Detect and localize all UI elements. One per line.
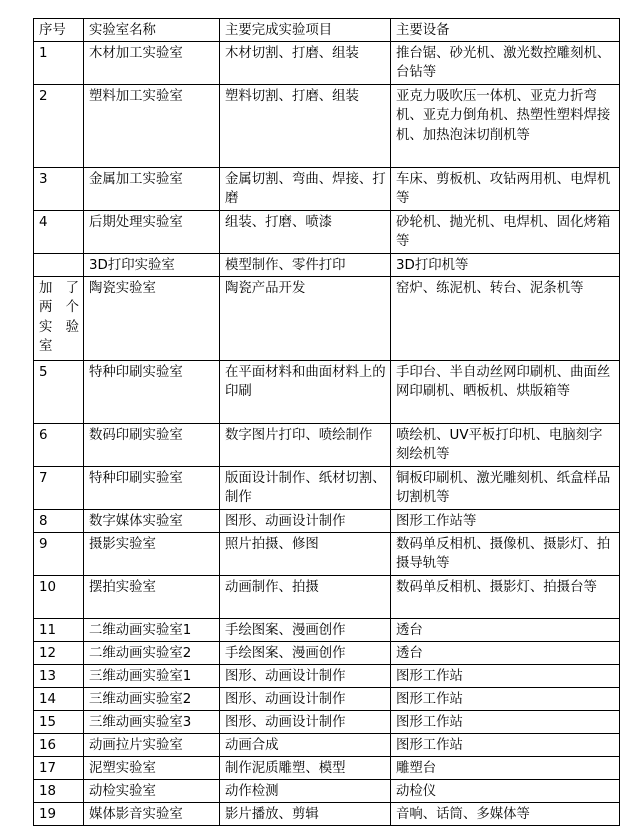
- lab-projects: 动画合成: [220, 733, 391, 756]
- lab-name: 后期处理实验室: [84, 210, 220, 253]
- row-number: 13: [34, 664, 84, 687]
- row-number: 15: [34, 710, 84, 733]
- table-row: [34, 710, 620, 733]
- lab-equipment: 铜板印刷机、激光雕刻机、纸盒样品切割机等: [391, 466, 620, 509]
- table-row: [34, 687, 620, 710]
- lab-projects: 手绘图案、漫画创作: [220, 618, 391, 641]
- row-number: 12: [34, 641, 84, 664]
- row-number: [34, 253, 84, 276]
- lab-projects: 组装、打磨、喷漆: [220, 210, 391, 253]
- table-row: [34, 532, 620, 575]
- table-row: [34, 41, 620, 84]
- lab-projects: 照片拍摄、修图: [220, 532, 391, 575]
- lab-name: 二维动画实验室2: [84, 641, 220, 664]
- lab-projects: 木材切割、打磨、组装: [220, 41, 391, 84]
- header-projects: 主要完成实验项目: [220, 19, 391, 42]
- row-number: 3: [34, 167, 84, 210]
- lab-equipment: 透台: [391, 618, 620, 641]
- lab-name: 媒体影音实验室: [84, 802, 220, 825]
- lab-equipment: 亚克力吸吹压一体机、亚克力折弯机、亚克力倒角机、热塑性塑料焊接机、加热泡沫切削机等: [391, 84, 620, 167]
- lab-projects: 图形、动画设计制作: [220, 664, 391, 687]
- lab-projects: 金属切割、弯曲、焊接、打磨: [220, 167, 391, 210]
- row-number: 8: [34, 509, 84, 532]
- header-number: 序号: [34, 19, 84, 42]
- table-row: [34, 509, 620, 532]
- lab-name: 三维动画实验室3: [84, 710, 220, 733]
- lab-name: 摄影实验室: [84, 532, 220, 575]
- lab-projects: 动画制作、拍摄: [220, 575, 391, 618]
- lab-equipment: 动检仪: [391, 779, 620, 802]
- lab-name: 三维动画实验室2: [84, 687, 220, 710]
- row-number: 14: [34, 687, 84, 710]
- table-body: [34, 41, 620, 825]
- table-row: [34, 360, 620, 423]
- lab-equipment: 数码单反相机、摄像机、摄影灯、拍摄导轨等: [391, 532, 620, 575]
- lab-name: 3D打印实验室: [84, 253, 220, 276]
- lab-equipment: 砂轮机、抛光机、电焊机、固化烤箱等: [391, 210, 620, 253]
- laboratory-table: [33, 18, 620, 826]
- lab-name: 特种印刷实验室: [84, 466, 220, 509]
- lab-equipment: 图形工作站: [391, 664, 620, 687]
- lab-projects: 陶瓷产品开发: [220, 276, 391, 360]
- table-row: [34, 575, 620, 618]
- table-row: [34, 210, 620, 253]
- lab-projects: 塑料切割、打磨、组装: [220, 84, 391, 167]
- lab-equipment: 图形工作站: [391, 710, 620, 733]
- table-row: [34, 641, 620, 664]
- lab-projects: 版面设计制作、纸材切割、制作: [220, 466, 391, 509]
- table-row: [34, 167, 620, 210]
- lab-name: 三维动画实验室1: [84, 664, 220, 687]
- row-number: 7: [34, 466, 84, 509]
- row-number: 16: [34, 733, 84, 756]
- lab-name: 摆拍实验室: [84, 575, 220, 618]
- row-number: 6: [34, 423, 84, 466]
- row-number: 4: [34, 210, 84, 253]
- lab-projects: 影片播放、剪辑: [220, 802, 391, 825]
- table-row: [34, 253, 620, 276]
- row-number: 10: [34, 575, 84, 618]
- table-row: [34, 802, 620, 825]
- lab-name: 数字媒体实验室: [84, 509, 220, 532]
- table-row: [34, 84, 620, 167]
- lab-equipment: 手印台、半自动丝网印刷机、曲面丝网印刷机、晒板机、烘版箱等: [391, 360, 620, 423]
- lab-name: 金属加工实验室: [84, 167, 220, 210]
- row-number: 9: [34, 532, 84, 575]
- lab-equipment: 图形工作站: [391, 687, 620, 710]
- document-page: [33, 18, 620, 826]
- row-number: 1: [34, 41, 84, 84]
- lab-equipment: 喷绘机、UV平板打印机、电脑刻字刻绘机等: [391, 423, 620, 466]
- lab-projects: 制作泥质雕塑、模型: [220, 756, 391, 779]
- lab-name: 数码印刷实验室: [84, 423, 220, 466]
- table-row: [34, 733, 620, 756]
- lab-projects: 在平面材料和曲面材料上的印刷: [220, 360, 391, 423]
- lab-name: 动检实验室: [84, 779, 220, 802]
- lab-projects: 手绘图案、漫画创作: [220, 641, 391, 664]
- row-number: 5: [34, 360, 84, 423]
- table-row: [34, 779, 620, 802]
- table-row: [34, 664, 620, 687]
- lab-equipment: 雕塑台: [391, 756, 620, 779]
- table-header-row: [34, 19, 620, 42]
- lab-equipment: 车床、剪板机、攻钻两用机、电焊机等: [391, 167, 620, 210]
- header-equipment: 主要设备: [391, 19, 620, 42]
- row-number: 加了两个实验室: [34, 276, 84, 360]
- lab-equipment: 推台锯、砂光机、激光数控雕刻机、台钻等: [391, 41, 620, 84]
- lab-name: 二维动画实验室1: [84, 618, 220, 641]
- lab-equipment: 图形工作站: [391, 733, 620, 756]
- lab-projects: 动作检测: [220, 779, 391, 802]
- lab-projects: 数字图片打印、喷绘制作: [220, 423, 391, 466]
- header-lab-name: 实验室名称: [84, 19, 220, 42]
- lab-name: 动画拉片实验室: [84, 733, 220, 756]
- row-number: 2: [34, 84, 84, 167]
- lab-name: 木材加工实验室: [84, 41, 220, 84]
- row-number: 19: [34, 802, 84, 825]
- table-row: [34, 276, 620, 360]
- table-row: [34, 423, 620, 466]
- lab-equipment: 数码单反相机、摄影灯、拍摄台等: [391, 575, 620, 618]
- lab-name: 陶瓷实验室: [84, 276, 220, 360]
- lab-projects: 模型制作、零件打印: [220, 253, 391, 276]
- lab-name: 泥塑实验室: [84, 756, 220, 779]
- table-row: [34, 618, 620, 641]
- lab-equipment: 音响、话筒、多媒体等: [391, 802, 620, 825]
- row-number: 11: [34, 618, 84, 641]
- lab-equipment: 图形工作站等: [391, 509, 620, 532]
- row-number: 18: [34, 779, 84, 802]
- table-row: [34, 756, 620, 779]
- lab-equipment: 3D打印机等: [391, 253, 620, 276]
- lab-name: 特种印刷实验室: [84, 360, 220, 423]
- lab-name: 塑料加工实验室: [84, 84, 220, 167]
- lab-equipment: 窑炉、练泥机、转台、泥条机等: [391, 276, 620, 360]
- row-number: 17: [34, 756, 84, 779]
- lab-projects: 图形、动画设计制作: [220, 710, 391, 733]
- lab-equipment: 透台: [391, 641, 620, 664]
- lab-projects: 图形、动画设计制作: [220, 509, 391, 532]
- lab-projects: 图形、动画设计制作: [220, 687, 391, 710]
- table-row: [34, 466, 620, 509]
